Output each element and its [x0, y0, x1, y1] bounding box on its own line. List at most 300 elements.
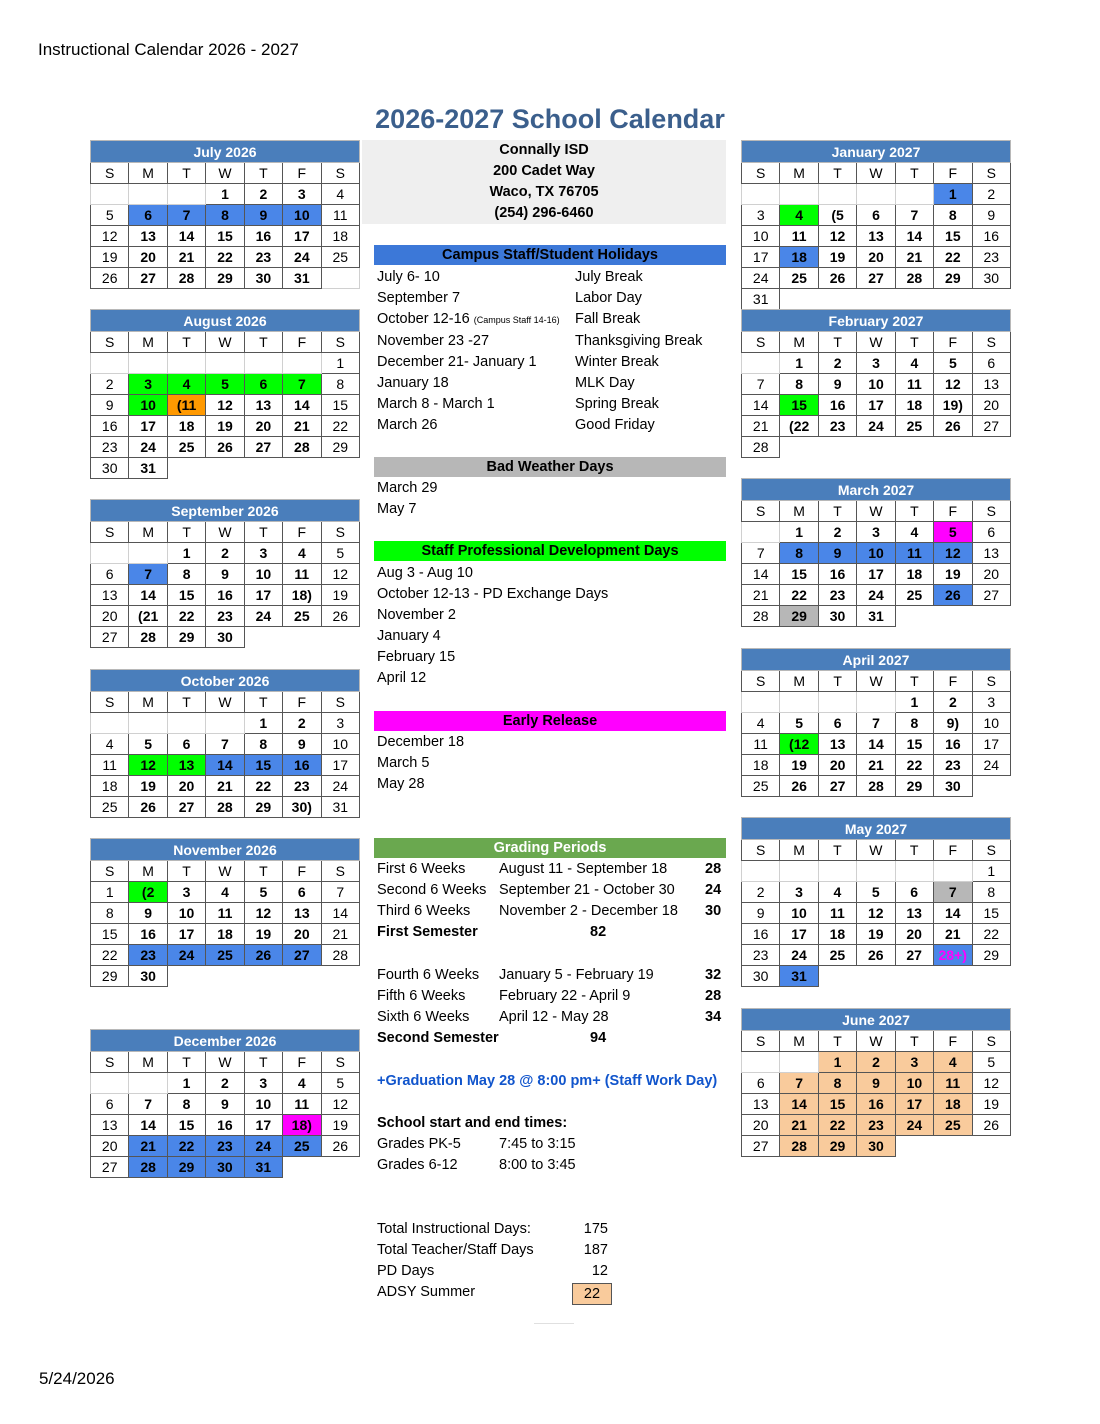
day-cell: 12	[129, 755, 167, 776]
day-cell: 1	[934, 184, 972, 205]
day-cell: 10	[857, 543, 895, 564]
day-cell: 6	[91, 564, 129, 585]
day-cell: 21	[933, 924, 972, 945]
district-phone: (254) 296-6460	[494, 205, 594, 221]
grading-period-days: 28	[705, 988, 722, 1004]
district-address: 200 Cadet Way	[493, 163, 595, 179]
day-cell: 23	[742, 945, 780, 966]
weekday-header: S	[742, 163, 780, 184]
day-cell: 25	[91, 797, 129, 818]
day-cell: 13	[244, 395, 282, 416]
day-cell: 18	[895, 564, 933, 585]
empty-day-cell	[91, 1073, 129, 1094]
day-cell: 30	[129, 966, 167, 987]
day-cell: 30	[857, 1136, 895, 1157]
day-cell: 22	[818, 1115, 856, 1136]
day-cell: 6	[895, 882, 933, 903]
day-cell: 17	[972, 734, 1010, 755]
day-cell: 9	[91, 395, 129, 416]
day-cell: 22	[972, 924, 1010, 945]
day-cell: 15	[780, 395, 819, 416]
day-cell: 8	[780, 543, 818, 564]
day-cell: 19	[780, 755, 819, 776]
day-cell: 12	[91, 226, 129, 247]
day-cell: 23	[934, 755, 972, 776]
empty-day-cell	[818, 437, 856, 458]
day-cell: 21	[321, 924, 359, 945]
day-cell: 16	[283, 755, 322, 776]
day-cell: 26	[780, 776, 819, 797]
empty-day-cell	[129, 184, 167, 205]
day-cell: 26	[91, 268, 129, 289]
day-cell: 28	[206, 797, 244, 818]
day-cell: 12	[206, 395, 244, 416]
total-label: Total Teacher/Staff Days	[377, 1242, 534, 1258]
day-cell: 30	[91, 458, 129, 479]
district-info-box	[362, 140, 726, 224]
day-cell: 19)	[934, 395, 973, 416]
day-cell: 2	[818, 522, 856, 543]
day-cell: 25	[818, 945, 856, 966]
day-cell: 30	[818, 606, 856, 627]
school-times-time: 7:45 to 3:15	[499, 1136, 576, 1152]
day-cell: 13	[895, 903, 933, 924]
day-cell: 4	[818, 882, 856, 903]
weekday-header: W	[206, 332, 244, 353]
empty-day-cell	[780, 289, 818, 310]
school-times-title: School start and end times:	[377, 1115, 568, 1131]
day-cell: 8	[780, 374, 819, 395]
empty-day-cell	[742, 861, 780, 882]
month-calendar	[90, 669, 360, 818]
holiday-name: Thanksgiving Break	[575, 332, 703, 349]
empty-day-cell	[129, 1073, 167, 1094]
day-cell: 14	[742, 395, 780, 416]
day-cell: 30	[742, 966, 780, 987]
day-cell: 7	[283, 374, 321, 395]
day-cell: 20	[972, 564, 1010, 585]
day-cell: 16	[972, 226, 1010, 247]
holiday-name: Spring Break	[575, 396, 659, 413]
day-cell: 10	[857, 374, 895, 395]
day-cell: 24	[742, 268, 780, 289]
grading-period-name: First Semester	[377, 924, 478, 940]
day-cell: 27	[91, 627, 129, 648]
total-label: PD Days	[377, 1263, 435, 1279]
day-cell: 16	[742, 924, 780, 945]
day-cell: 22	[780, 585, 818, 606]
empty-day-cell	[895, 437, 933, 458]
weekday-header: T	[895, 332, 933, 353]
holidays-header: Campus Staff/Student Holidays	[374, 245, 726, 265]
day-cell: 25	[283, 1136, 322, 1157]
empty-day-cell	[321, 458, 359, 479]
day-cell: 22	[91, 945, 129, 966]
day-cell: 10	[167, 903, 205, 924]
day-cell: 25	[321, 247, 359, 268]
day-cell: 5	[206, 374, 244, 395]
grading-period-name: Second Semester	[377, 1030, 499, 1046]
day-cell: 13	[91, 1115, 129, 1136]
day-cell: 28	[321, 945, 359, 966]
day-cell: 4	[321, 184, 359, 205]
holiday-date: November 23 -27	[377, 332, 490, 349]
month-calendar	[90, 140, 360, 289]
weekday-header: S	[321, 692, 359, 713]
empty-day-cell	[283, 353, 321, 374]
day-cell: 31	[742, 289, 780, 310]
month-title: July 2026	[91, 141, 360, 163]
bad-weather-header: Bad Weather Days	[374, 457, 726, 477]
day-cell: (21	[129, 606, 168, 627]
day-cell: 7	[857, 713, 895, 734]
grading-period-range: January 5 - February 19	[499, 967, 654, 983]
day-cell: 7	[780, 1073, 818, 1094]
weekday-header: S	[972, 163, 1010, 184]
day-cell: 14	[129, 585, 168, 606]
month-title: February 2027	[742, 310, 1011, 332]
day-cell: 8	[91, 903, 129, 924]
day-cell: 30)	[283, 797, 322, 818]
day-cell: 17	[321, 755, 359, 776]
day-cell: 31	[129, 458, 167, 479]
day-cell: 2	[934, 692, 972, 713]
empty-day-cell	[934, 606, 972, 627]
day-cell: (11	[167, 395, 206, 416]
day-cell: 24	[321, 776, 359, 797]
weekday-header: M	[129, 1052, 167, 1073]
weekday-header: F	[934, 332, 973, 353]
day-cell: 6	[283, 882, 321, 903]
holiday-date: March 8 - March 1	[377, 396, 495, 413]
holiday-name: MLK Day	[575, 375, 635, 391]
empty-day-cell	[91, 353, 129, 374]
empty-day-cell	[780, 437, 819, 458]
day-cell: 11	[934, 1073, 972, 1094]
day-cell: 15	[895, 734, 933, 755]
day-cell: 24	[283, 247, 321, 268]
empty-day-cell	[857, 437, 895, 458]
day-cell: 28+)	[933, 945, 972, 966]
weekday-header: F	[283, 861, 321, 882]
empty-day-cell	[818, 184, 856, 205]
empty-day-cell	[742, 1052, 780, 1073]
empty-day-cell	[933, 966, 972, 987]
day-cell: 15	[780, 564, 818, 585]
empty-day-cell	[895, 606, 933, 627]
weekday-header: W	[857, 163, 895, 184]
day-cell: 18	[206, 924, 244, 945]
day-cell: 2	[91, 374, 129, 395]
day-cell: 7	[206, 734, 244, 755]
divider	[534, 1323, 574, 1324]
day-cell: 19	[857, 924, 895, 945]
day-cell: 9)	[934, 713, 972, 734]
day-cell: 6	[129, 205, 167, 226]
weekday-header: S	[321, 1052, 359, 1073]
day-cell: 4	[91, 734, 129, 755]
empty-day-cell	[818, 861, 856, 882]
empty-day-cell	[818, 966, 856, 987]
weekday-header: S	[91, 163, 129, 184]
empty-day-cell	[780, 692, 819, 713]
day-cell: 26	[206, 437, 244, 458]
day-cell: 2	[857, 1052, 895, 1073]
day-cell: 20	[91, 1136, 129, 1157]
school-times-grades: Grades 6-12	[377, 1157, 458, 1173]
holiday-date: July 6- 10	[377, 269, 440, 285]
school-times-grades: Grades PK-5	[377, 1136, 461, 1152]
month-title: May 2027	[742, 818, 1011, 840]
day-cell: 11	[818, 903, 856, 924]
grading-period-name: Fourth 6 Weeks	[377, 967, 480, 983]
day-cell: 17	[895, 1094, 933, 1115]
day-cell: 16	[206, 1115, 244, 1136]
day-cell: 25	[934, 1115, 972, 1136]
empty-day-cell	[895, 1136, 933, 1157]
empty-day-cell	[895, 966, 933, 987]
day-cell: 14	[857, 734, 895, 755]
day-cell: 21	[206, 776, 244, 797]
day-cell: 24	[244, 1136, 282, 1157]
day-cell: 13	[818, 734, 856, 755]
day-cell: 25	[895, 585, 933, 606]
day-cell: 3	[167, 882, 205, 903]
day-cell: 7	[167, 205, 205, 226]
day-cell: 28	[895, 268, 933, 289]
day-cell: 21	[857, 755, 895, 776]
day-cell: 11	[206, 903, 244, 924]
empty-day-cell	[206, 713, 244, 734]
weekday-header: S	[972, 840, 1010, 861]
weekday-header: S	[91, 861, 129, 882]
day-cell: 18)	[283, 585, 322, 606]
graduation-note: +Graduation May 28 @ 8:00 pm+ (Staff Work Day)	[377, 1073, 718, 1089]
month-title: September 2026	[91, 500, 360, 522]
empty-day-cell	[818, 289, 856, 310]
empty-day-cell	[283, 1157, 322, 1178]
day-cell: 30	[972, 268, 1010, 289]
day-cell: 27	[91, 1157, 129, 1178]
day-cell: 19	[321, 1115, 359, 1136]
day-cell: 23	[972, 247, 1010, 268]
weekday-header: S	[742, 1031, 780, 1052]
holiday-name: July Break	[575, 269, 643, 285]
day-cell: 30	[244, 268, 282, 289]
weekday-header: T	[818, 840, 856, 861]
day-cell: 29	[167, 627, 205, 648]
day-cell: 14	[933, 903, 972, 924]
month-title: December 2026	[91, 1030, 360, 1052]
weekday-header: S	[91, 332, 129, 353]
empty-day-cell	[972, 606, 1010, 627]
day-cell: 20	[129, 247, 167, 268]
day-cell: 2	[206, 1073, 244, 1094]
day-cell: 23	[857, 1115, 895, 1136]
day-cell: 29	[934, 268, 972, 289]
day-cell: 7	[895, 205, 933, 226]
day-cell: 24	[972, 755, 1010, 776]
month-calendar	[741, 478, 1011, 627]
grading-period-range: September 21 - October 30	[499, 882, 675, 898]
day-cell: 29	[91, 966, 129, 987]
weekday-header: W	[857, 332, 895, 353]
empty-day-cell	[206, 458, 244, 479]
empty-day-cell	[321, 627, 359, 648]
day-cell: 16	[857, 1094, 895, 1115]
day-cell: 24	[857, 585, 895, 606]
day-cell: 6	[818, 713, 856, 734]
day-cell: 29	[895, 776, 933, 797]
day-cell: 16	[206, 585, 244, 606]
day-cell: 9	[129, 903, 167, 924]
day-cell: 1	[167, 1073, 205, 1094]
day-cell: 29	[167, 1157, 205, 1178]
empty-day-cell	[167, 458, 206, 479]
empty-day-cell	[818, 692, 856, 713]
day-cell: 10	[895, 1073, 933, 1094]
day-cell: 27	[895, 945, 933, 966]
weekday-header: M	[780, 501, 818, 522]
day-cell: (22	[780, 416, 819, 437]
day-cell: 24	[780, 945, 818, 966]
day-cell: 7	[129, 1094, 167, 1115]
day-cell: 15	[244, 755, 282, 776]
day-cell: 2	[742, 882, 780, 903]
day-cell: 5	[780, 713, 819, 734]
empty-day-cell	[895, 184, 933, 205]
weekday-header: S	[742, 840, 780, 861]
day-cell: 1	[972, 861, 1010, 882]
day-cell: 25	[283, 606, 322, 627]
day-cell: (5	[818, 205, 856, 226]
empty-day-cell	[972, 966, 1010, 987]
day-cell: 30	[206, 1157, 244, 1178]
day-cell: 10	[972, 713, 1010, 734]
day-cell: 28	[742, 606, 780, 627]
empty-day-cell	[895, 289, 933, 310]
day-cell: 12	[818, 226, 856, 247]
day-cell: 9	[818, 374, 856, 395]
grading-period-name: First 6 Weeks	[377, 861, 466, 877]
day-cell: 27	[283, 945, 321, 966]
empty-day-cell	[167, 966, 205, 987]
day-cell: 19	[206, 416, 244, 437]
day-cell: 9	[206, 564, 244, 585]
weekday-header: T	[167, 861, 205, 882]
day-cell: 13	[283, 903, 321, 924]
empty-day-cell	[742, 692, 780, 713]
day-cell: 6	[742, 1073, 780, 1094]
weekday-header: S	[91, 1052, 129, 1073]
day-cell: 15	[206, 226, 244, 247]
day-cell: 25	[780, 268, 818, 289]
district-city: Waco, TX 76705	[489, 184, 599, 200]
day-cell: 16	[91, 416, 129, 437]
weekday-header: T	[167, 332, 206, 353]
empty-day-cell	[857, 861, 895, 882]
day-cell: 14	[206, 755, 244, 776]
weekday-header: T	[244, 522, 282, 543]
weekday-header: M	[780, 671, 819, 692]
day-cell: 11	[283, 564, 322, 585]
day-cell: 12	[321, 564, 359, 585]
day-cell: 9	[857, 1073, 895, 1094]
weekday-header: T	[818, 332, 856, 353]
weekday-header: W	[857, 671, 895, 692]
weekday-header: T	[818, 501, 856, 522]
day-cell: 15	[167, 585, 205, 606]
grading-period-name: Sixth 6 Weeks	[377, 1009, 470, 1025]
weekday-header: W	[857, 840, 895, 861]
day-cell: 8	[167, 564, 205, 585]
empty-day-cell	[972, 1136, 1010, 1157]
day-cell: 12	[934, 543, 972, 564]
grading-period-range: February 22 - April 9	[499, 988, 631, 1004]
empty-day-cell	[321, 966, 359, 987]
day-cell: 26	[129, 797, 167, 818]
day-cell: 8	[934, 205, 972, 226]
day-cell: 26	[818, 268, 856, 289]
day-cell: 24	[895, 1115, 933, 1136]
weekday-header: W	[206, 522, 244, 543]
weekday-header: S	[91, 522, 129, 543]
day-cell: 22	[167, 606, 205, 627]
total-value: 12	[591, 1263, 608, 1279]
day-cell: 28	[742, 437, 780, 458]
day-cell: 21	[742, 416, 780, 437]
weekday-header: W	[206, 1052, 244, 1073]
month-calendar	[90, 838, 360, 987]
day-cell: 29	[206, 268, 244, 289]
day-cell: 11	[895, 543, 933, 564]
day-cell: 13	[857, 226, 895, 247]
month-title: August 2026	[91, 310, 360, 332]
day-cell: 17	[244, 1115, 282, 1136]
day-cell: 21	[129, 1136, 167, 1157]
weekday-header: M	[129, 861, 167, 882]
day-cell: 18	[780, 247, 818, 268]
weekday-header: M	[780, 1031, 818, 1052]
early-release-day: December 18	[377, 734, 465, 750]
day-cell: 17	[742, 247, 780, 268]
weekday-header: T	[167, 522, 205, 543]
day-cell: 26	[972, 1115, 1010, 1136]
weekday-header: W	[857, 1031, 895, 1052]
day-cell: 31	[780, 966, 818, 987]
day-cell: 29	[818, 1136, 856, 1157]
empty-day-cell	[895, 861, 933, 882]
day-cell: 24	[167, 945, 205, 966]
weekday-header: S	[321, 332, 359, 353]
weekday-header: M	[129, 332, 167, 353]
day-cell: 26	[857, 945, 895, 966]
empty-day-cell	[244, 353, 282, 374]
day-cell: 5	[129, 734, 167, 755]
day-cell: (2	[129, 882, 167, 903]
day-cell: 16	[818, 564, 856, 585]
pd-day: January 4	[377, 628, 441, 644]
day-cell: 30	[206, 627, 244, 648]
day-cell: 7	[742, 374, 780, 395]
day-cell: 21	[742, 585, 780, 606]
pd-day: April 12	[377, 670, 427, 686]
day-cell: 18	[895, 395, 933, 416]
day-cell: 19	[934, 564, 972, 585]
weekday-header: T	[244, 692, 282, 713]
empty-day-cell	[129, 353, 167, 374]
day-cell: 3	[129, 374, 167, 395]
